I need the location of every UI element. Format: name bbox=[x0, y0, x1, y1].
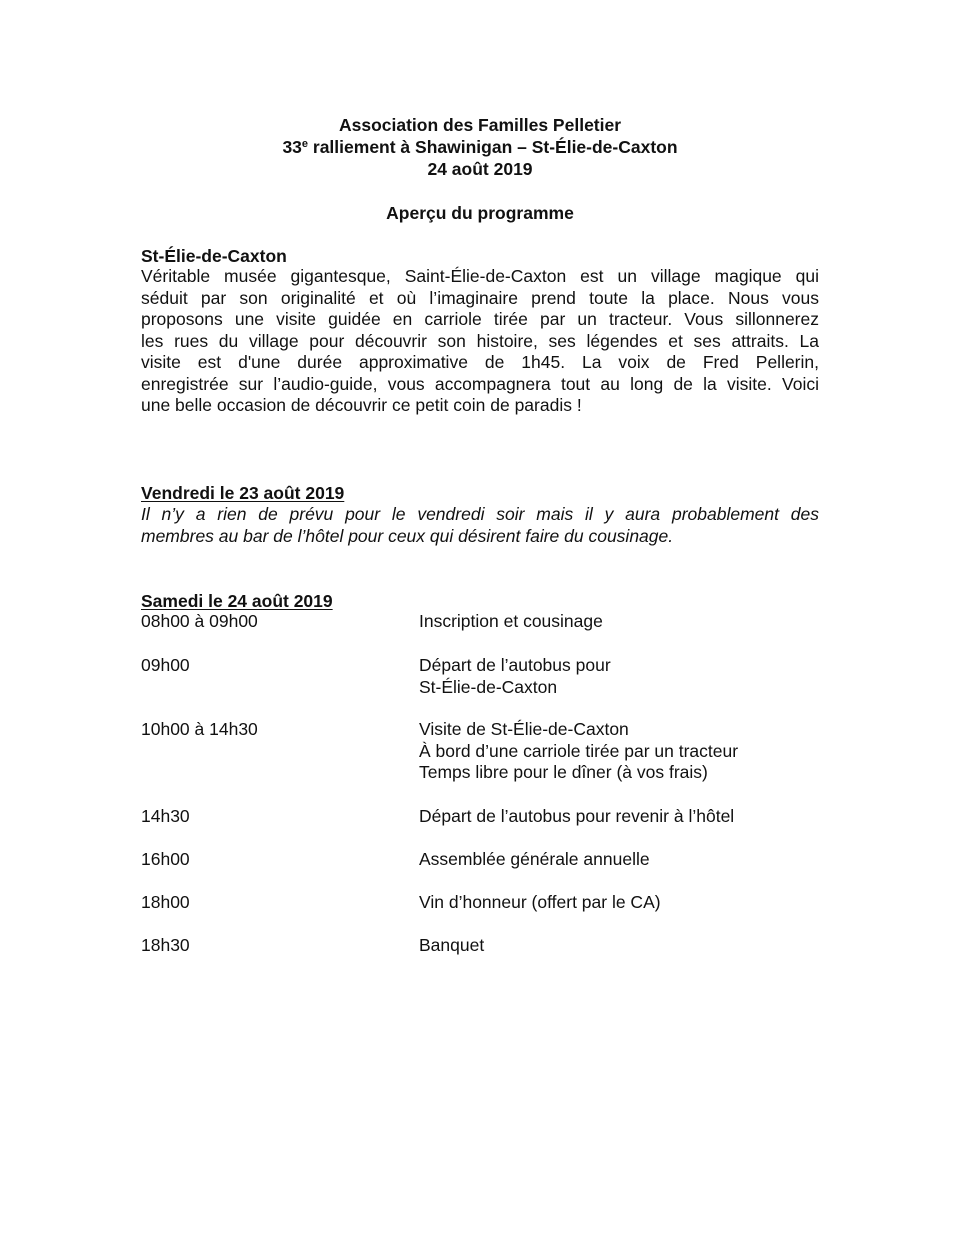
desc-line: Départ de l’autobus pour bbox=[419, 655, 611, 675]
desc-line: Visite de St-Élie-de-Caxton bbox=[419, 719, 629, 739]
intro-line: proposons une visite guidée en carriole tirée par un tracteur. Vous sillonnerez bbox=[141, 309, 819, 329]
intro-line: séduit par son originalité et où l’imaginaire prend toute la place. Nous vous bbox=[141, 287, 819, 308]
intro-paragraph bbox=[141, 266, 819, 417]
desc-line: Banquet bbox=[419, 935, 485, 955]
friday-paragraph bbox=[141, 504, 819, 547]
desc-line: Départ de l’autobus pour revenir à l’hôtel bbox=[419, 806, 735, 826]
intro-line: une belle occasion de découvrir ce petit coin de paradis ! bbox=[141, 395, 582, 415]
schedule-time: 18h30 bbox=[141, 935, 190, 955]
saturday-title: Samedi le 24 août 2019 bbox=[141, 591, 333, 611]
event-date: 24 août 2019 bbox=[427, 159, 533, 179]
program-subtitle: Aperçu du programme bbox=[386, 203, 574, 223]
intro-title: St-Élie-de-Caxton bbox=[141, 246, 287, 266]
event-title-text: ralliement à Shawinigan – St-Élie-de-Caxton bbox=[308, 137, 678, 157]
schedule-desc bbox=[419, 655, 611, 698]
friday-title: Vendredi le 23 août 2019 bbox=[141, 483, 345, 503]
schedule-desc bbox=[419, 806, 734, 828]
schedule-time: 14h30 bbox=[141, 806, 190, 826]
schedule-time: 09h00 bbox=[141, 655, 190, 675]
friday-line: membres au bar de l’hôtel pour ceux qui désirent faire du cousinage. bbox=[141, 525, 674, 546]
desc-line: Vin d’honneur (offert par le CA) bbox=[419, 892, 661, 912]
schedule-time: 08h00 à 09h00 bbox=[141, 611, 258, 631]
schedule-time: 16h00 bbox=[141, 849, 190, 869]
desc-line: Inscription et cousinage bbox=[419, 611, 603, 631]
event-title bbox=[0, 136, 960, 158]
intro-line: enregistrée sur l’audio-guide, vous accompagnera tout au long de la visite. Voici bbox=[141, 373, 819, 394]
desc-line: Assemblée générale annuelle bbox=[419, 849, 650, 869]
schedule-desc bbox=[419, 849, 650, 871]
intro-line: Véritable musée gigantesque, Saint-Élie-de-Caxton est un village magique qui bbox=[141, 266, 819, 286]
schedule-desc bbox=[419, 719, 738, 784]
friday-line: Il n’y a rien de prévu pour le vendredi soir mais il y aura probablement des bbox=[141, 504, 819, 524]
schedule-time: 18h00 bbox=[141, 892, 190, 912]
org-title: Association des Familles Pelletier bbox=[338, 115, 622, 135]
schedule-time: 10h00 à 14h30 bbox=[141, 719, 258, 739]
intro-line: visite est d'une durée approximative de 1h45. La voix de Fred Pellerin, bbox=[141, 352, 819, 372]
intro-line: les rues du village pour découvrir son histoire, ses légendes et ses attraits. La bbox=[141, 330, 819, 351]
event-ordinal: 33 bbox=[282, 137, 302, 157]
schedule-desc bbox=[419, 935, 484, 957]
schedule-desc bbox=[419, 611, 603, 633]
desc-line: Temps libre pour le dîner (à vos frais) bbox=[419, 762, 708, 782]
schedule-desc bbox=[419, 892, 661, 914]
ordinal-suffix: e bbox=[301, 138, 309, 150]
desc-line: St-Élie-de-Caxton bbox=[419, 676, 558, 697]
desc-line: À bord d’une carriole tirée par un tracteur bbox=[419, 740, 739, 761]
